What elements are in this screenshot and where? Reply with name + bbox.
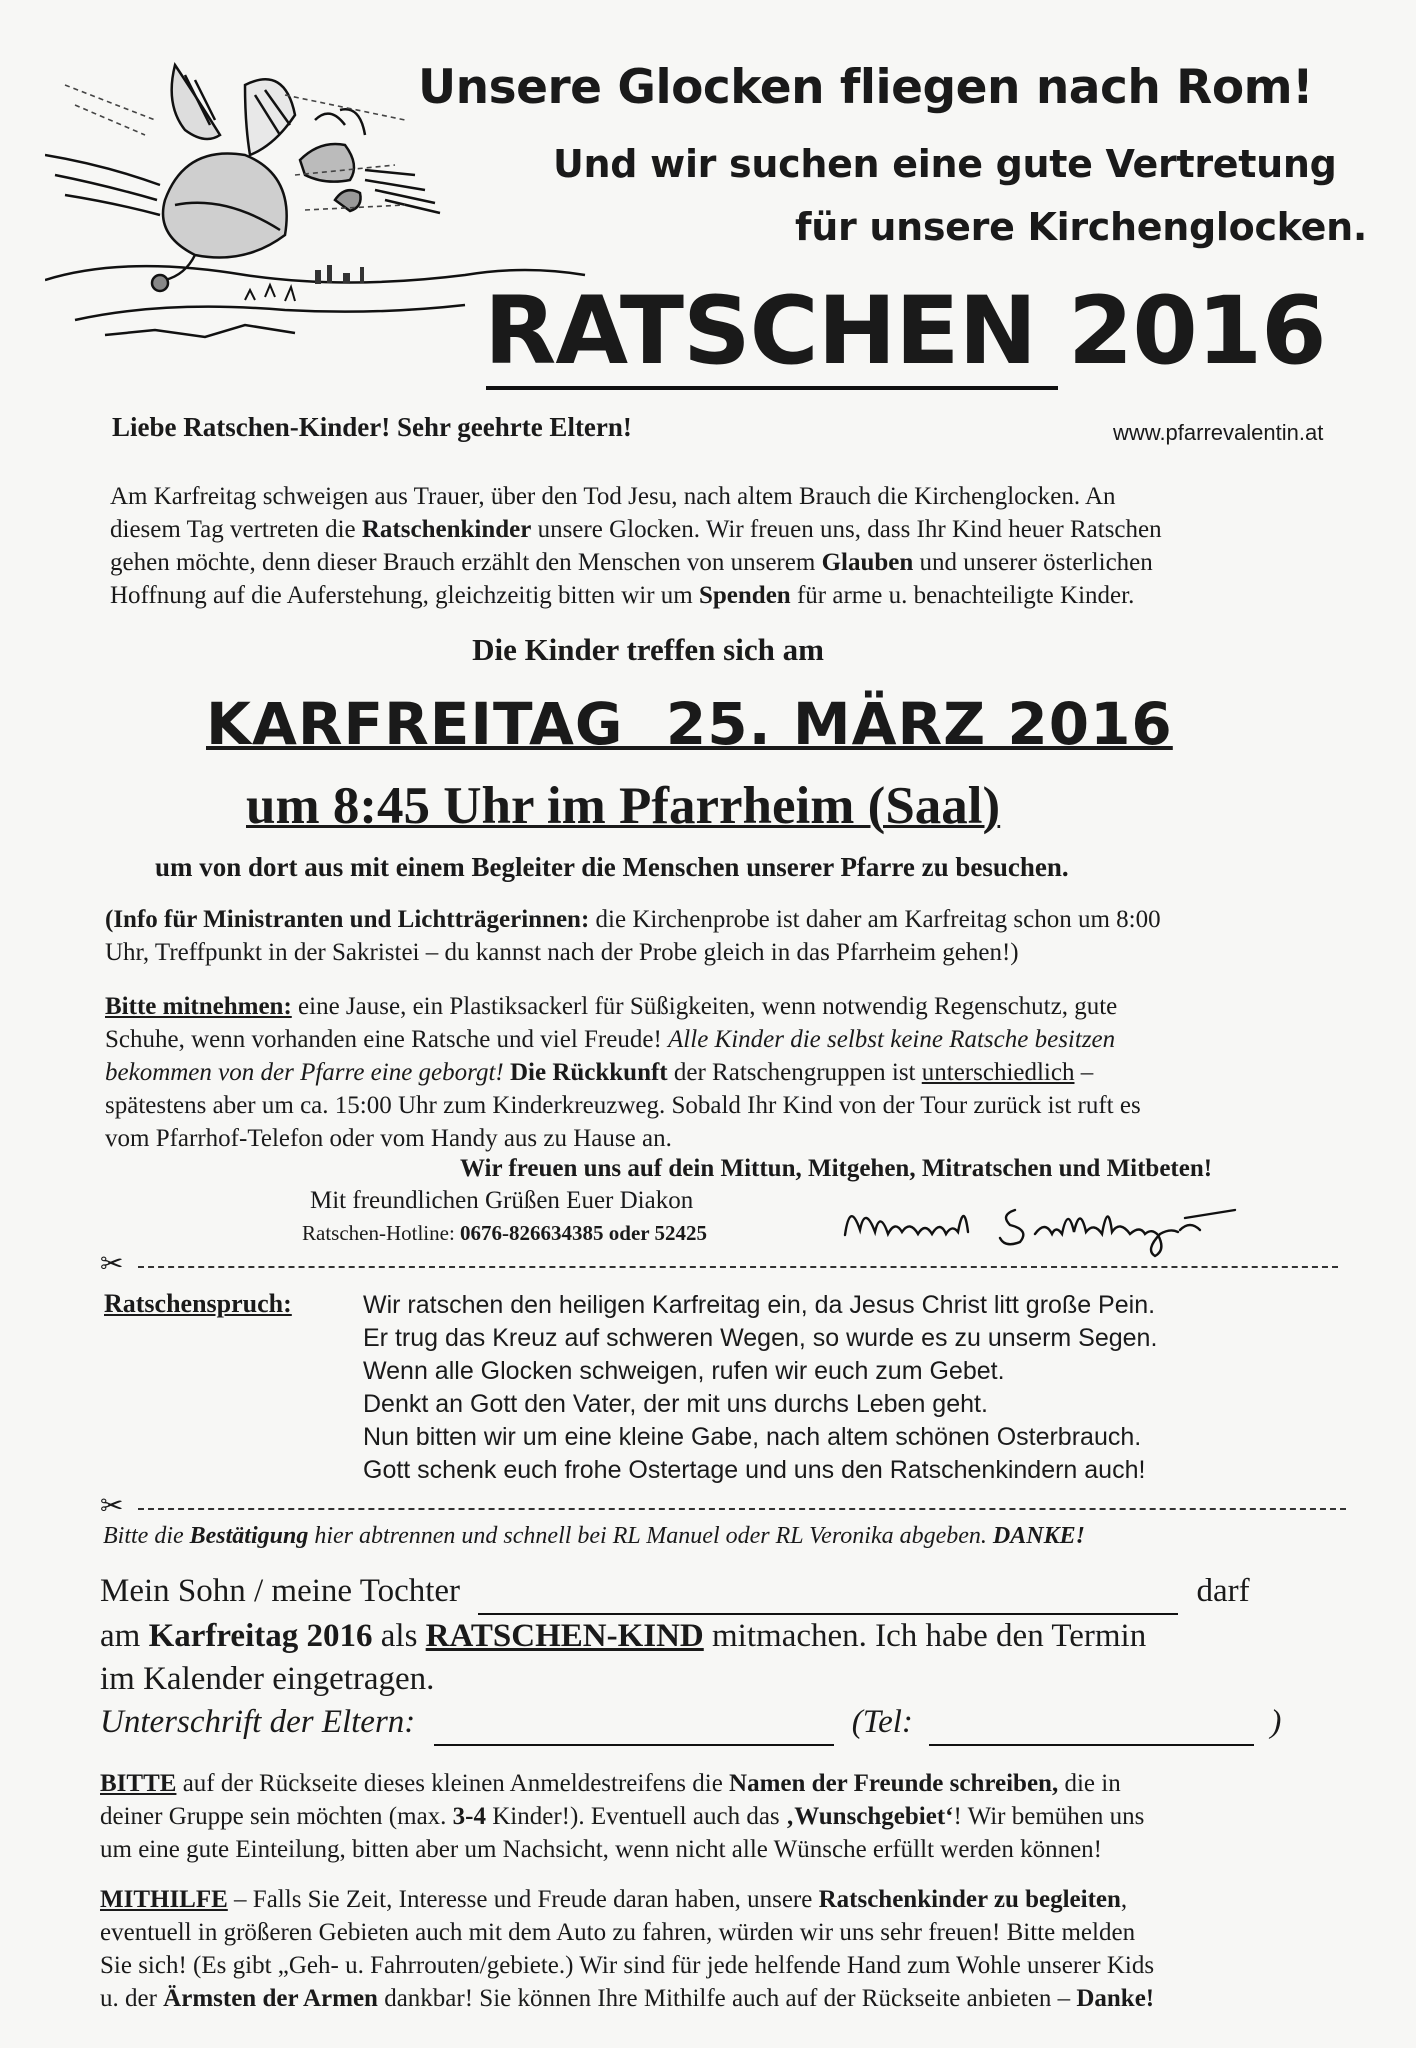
info-line-2: Uhr, Treffpunkt in der Sakristei – du kannst nach der Probe gleich in das Pfarrheim gehen!) xyxy=(105,939,1019,966)
spruch-line: Nun bitten wir um eine kleine Gabe, nach altem schönen Osterbrauch. xyxy=(363,1423,1142,1451)
spruch-line: Er trug das Kreuz auf schweren Wegen, so wurde es zu unserm Segen. xyxy=(363,1324,1158,1352)
confirm-line-4: Unterschrift der Eltern: (Tel: ) xyxy=(100,1701,1281,1746)
headline-1: Unsere Glocken fliegen nach Rom! xyxy=(418,60,1314,115)
spruch-verse xyxy=(363,1289,1157,1487)
website-url: www.pfarrevalentin.at xyxy=(1113,420,1324,445)
confirm-line-1: Mein Sohn / meine Tochter darf xyxy=(100,1570,1281,1615)
bring-label: Bitte mitnehmen: xyxy=(105,993,292,1020)
cut-line xyxy=(138,1266,1338,1268)
spruch-label: Ratschenspruch: xyxy=(104,1289,292,1318)
info-line-1: (Info für Ministranten und Lichtträgerinnen: die Kirchenprobe ist daher am Karfreitag schon um 8:00 xyxy=(105,906,1161,933)
bring-line-5: vom Pfarrhof-Telefon oder vom Handy aus zu Hause an. xyxy=(105,1125,672,1152)
meeting-date: KARFREITAG 25. MÄRZ 2016 xyxy=(206,690,1173,758)
bring-line-4: spätestens aber um ca. 15:00 Uhr zum Kinderkreuzweg. Sobald Ihr Kind von der Tour zurück ist ruft es xyxy=(105,1092,1141,1119)
headline-3: für unsere Kirchenglocken. xyxy=(795,205,1367,249)
mithilfe-line-3: Sie sich! (Es gibt „Geh- u. Fahrrouten/gebiete.) Wir sind für jede helfende Hand zum Wohle unserer Kids xyxy=(100,1952,1155,1979)
title-text: RATSCHEN 2016 xyxy=(484,277,1326,386)
confirm-line-2: am Karfreitag 2016 als RATSCHEN-KIND mitmachen. Ich habe den Termin xyxy=(100,1618,1147,1654)
parent-signature-field[interactable] xyxy=(434,1701,834,1746)
confirmation-note: Bitte die Bestätigung hier abtrennen und schnell bei RL Manuel oder RL Veronika abgeben. DANKE! xyxy=(103,1523,1085,1549)
bitte-paragraph xyxy=(100,1767,1355,1866)
title-underline xyxy=(486,386,1058,390)
spruch-line: Denkt an Gott den Vater, der mit uns durchs Leben geht. xyxy=(363,1390,988,1418)
bring-line-1: Bitte mitnehmen: eine Jause, ein Plastiksackerl für Süßigkeiten, wenn notwendig Regenschutz, gute xyxy=(105,993,1118,1020)
headline-2: Und wir suchen eine gute Vertretung xyxy=(553,142,1337,186)
intro-paragraph xyxy=(110,480,1355,612)
mithilfe-paragraph xyxy=(100,1883,1355,2015)
intro-line-4: Hoffnung auf die Auferstehung, gleichzeitig bitten wir um Spenden für arme u. benachteiligte Kinder. xyxy=(110,582,1135,609)
meeting-lead: Die Kinder treffen sich am xyxy=(472,632,824,667)
closing-line: Wir freuen uns auf dein Mittun, Mitgehen, Mitratschen und Mitbeten! xyxy=(460,1155,1213,1182)
signature-handwritten xyxy=(840,1190,1280,1260)
bring-paragraph xyxy=(105,990,1355,1155)
confirmation-form xyxy=(100,1570,1281,1746)
bitte-line-2: deiner Gruppe sein möchten (max. 3-4 Kinder!). Eventuell auch das ‚Wunschgebiet‘! Wir bemühen uns xyxy=(100,1803,1145,1830)
phone-field[interactable] xyxy=(929,1701,1254,1746)
mithilfe-line-1: MITHILFE – Falls Sie Zeit, Interesse und Freude daran haben, unsere Ratschenkinder zu begleiten, xyxy=(100,1886,1128,1913)
intro-line-1: Am Karfreitag schweigen aus Trauer, über den Tod Jesu, nach altem Brauch die Kirchenglocken. An xyxy=(110,483,1116,510)
bring-line-2: Schuhe, wenn vorhanden eine Ratsche und viel Freude! Alle Kinder die selbst keine Ratsche besitzen xyxy=(105,1026,1116,1053)
mithilfe-line-4: u. der Ärmsten der Armen dankbar! Sie können Ihre Mithilfe auch auf der Rückseite anbieten – Danke! xyxy=(100,1985,1155,2012)
page-title xyxy=(484,277,1326,386)
spruch-line: Gott schenk euch frohe Ostertage und uns den Ratschenkindern auch! xyxy=(363,1456,1146,1484)
hotline-number: 0676-826634385 oder 52425 xyxy=(460,1221,707,1245)
info-paragraph xyxy=(105,903,1355,969)
spruch-line: Wir ratschen den heiligen Karfreitag ein, da Jesus Christ litt große Pein. xyxy=(363,1291,1156,1319)
greeting: Liebe Ratschen-Kinder! Sehr geehrte Eltern! xyxy=(112,412,632,442)
meeting-purpose: um von dort aus mit einem Begleiter die Menschen unserer Pfarre zu besuchen. xyxy=(155,852,1069,882)
spruch-line: Wenn alle Glocken schweigen, rufen wir euch zum Gebet. xyxy=(363,1357,1005,1385)
cut-line xyxy=(138,1508,1346,1510)
scissors-icon: ✂ xyxy=(100,1489,124,1522)
mithilfe-line-2: eventuell in größeren Gebieten auch mit dem Auto zu fahren, würden wir uns sehr freuen! Bitte melden xyxy=(100,1919,1136,1946)
intro-line-3: gehen möchte, denn dieser Brauch erzählt den Menschen von unserem Glauben und unserer österlichen xyxy=(110,549,1153,576)
confirm-line-3: im Kalender eingetragen. xyxy=(100,1661,435,1697)
bitte-line-3: um eine gute Einteilung, bitten aber um Nachsicht, wenn nicht alle Wünsche erfüllt werden können! xyxy=(100,1836,1103,1863)
child-name-field[interactable] xyxy=(478,1570,1178,1615)
meeting-time-place: um 8:45 Uhr im Pfarrheim (Saal) xyxy=(246,777,1001,835)
regards-line: Mit freundlichen Grüßen Euer Diakon xyxy=(310,1187,694,1214)
hotline-line: Ratschen-Hotline: 0676-826634385 oder 52425 xyxy=(302,1221,707,1245)
bitte-line-1: BITTE auf der Rückseite dieses kleinen Anmeldestreifens die Namen der Freunde schreiben, die in xyxy=(100,1770,1121,1797)
bring-line-3: bekommen von der Pfarre eine geborgt! Die Rückkunft der Ratschengruppen ist unterschiedlich – xyxy=(105,1059,1094,1086)
intro-line-2: diesem Tag vertreten die Ratschenkinder unsere Glocken. Wir freuen uns, dass Ihr Kind heuer Ratschen xyxy=(110,516,1162,543)
scissors-icon: ✂ xyxy=(100,1247,124,1280)
